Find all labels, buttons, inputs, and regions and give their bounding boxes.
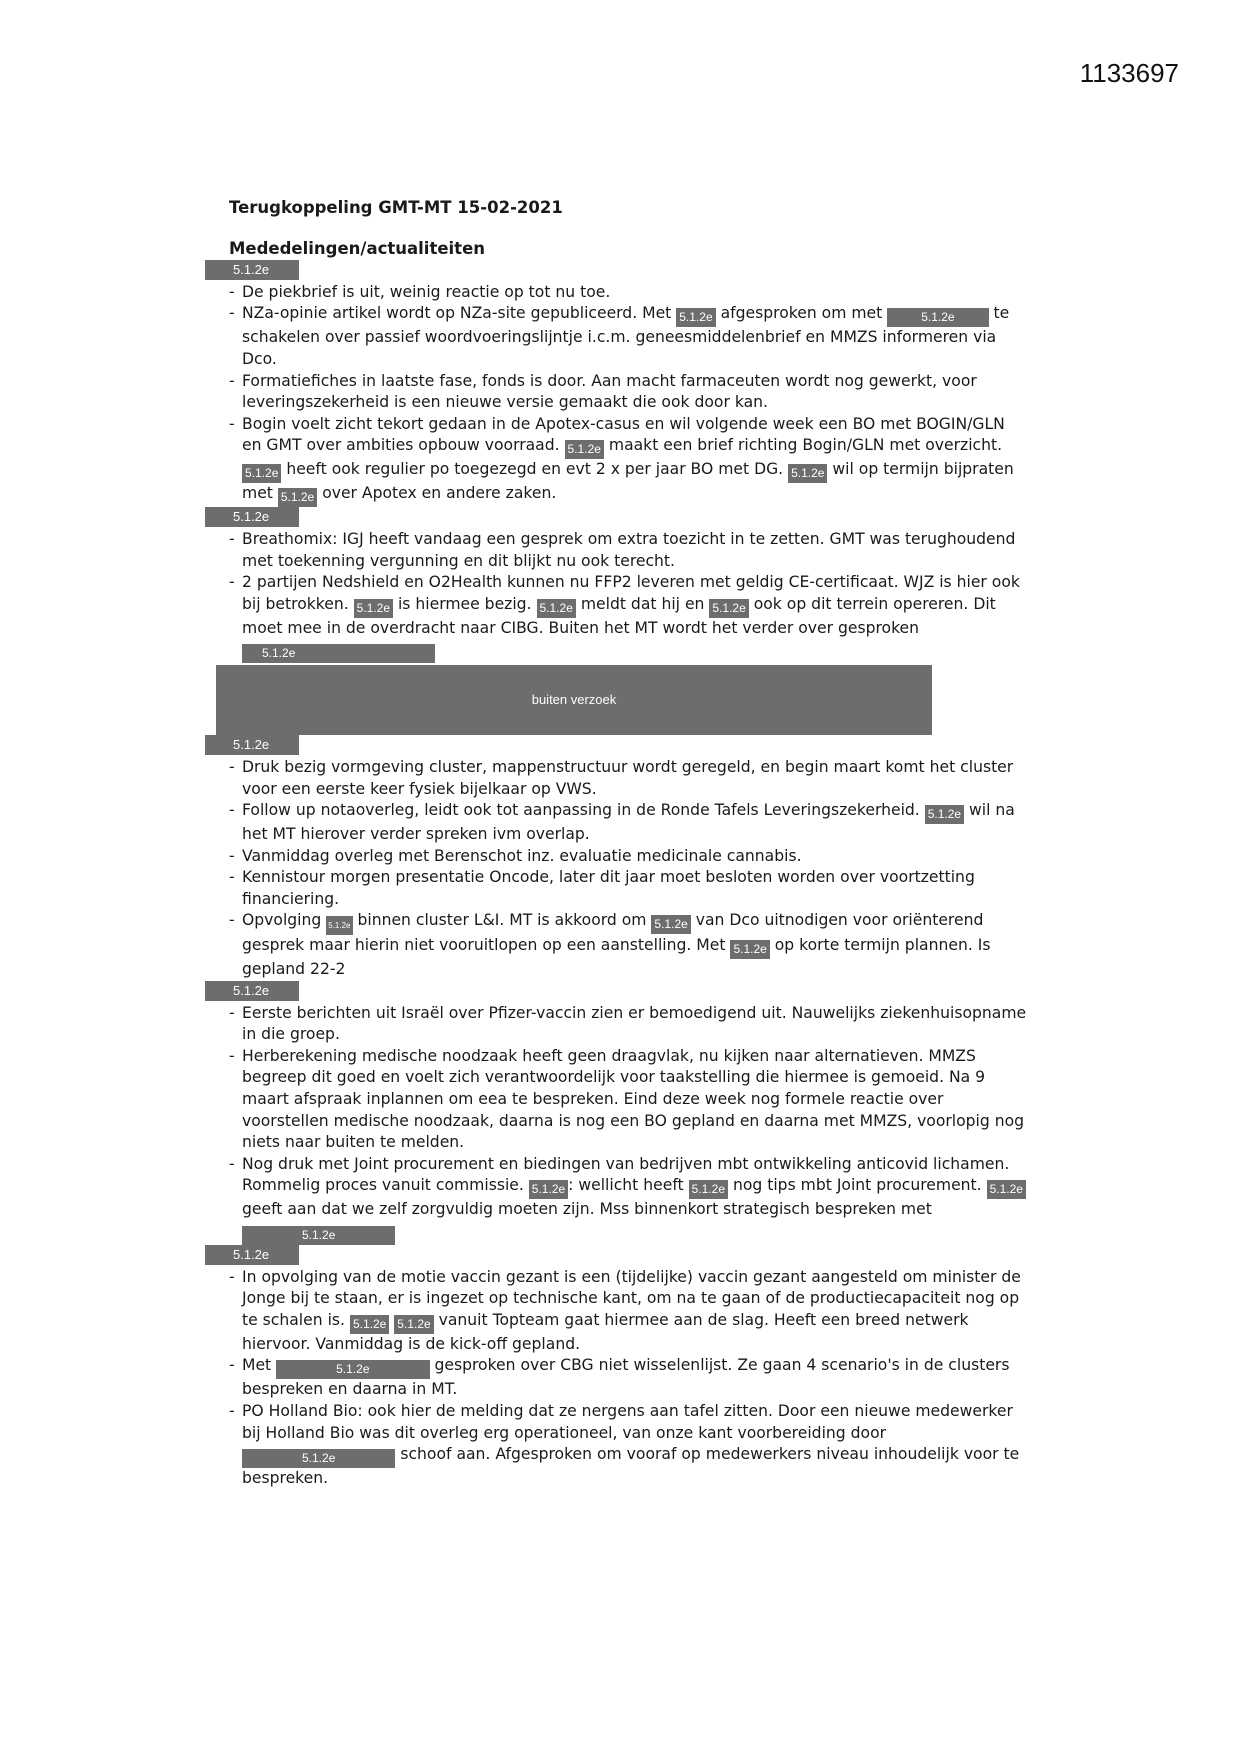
text-segment: maakt een brief richting Bogin/GLN met overzicht.	[603, 436, 1003, 455]
list-item	[229, 282, 1029, 304]
redaction-box: 5.1.2e	[887, 308, 988, 327]
redaction-box: 5.1.2e	[242, 644, 435, 663]
redaction-box: 5.1.2e	[788, 464, 827, 483]
text-segment: wil op termijn bijpraten met	[242, 460, 1014, 503]
attendee-block	[229, 507, 1029, 735]
redaction-box: 5.1.2e	[326, 916, 352, 935]
redacted-speaker-label: 5.1.2e	[205, 735, 299, 755]
text-segment: Follow up notaoverleg, leidt ook tot aanpassing in de Ronde Tafels Leveringszekerheid.	[242, 801, 925, 820]
redaction-box: 5.1.2e	[537, 599, 576, 618]
text-segment: 2 partijen Nedshield en O2Health kunnen nu FFP2 leveren met geldig CE-certificaat. WJZ is hier ook bij betrokken.	[242, 573, 1020, 613]
redaction-box: 5.1.2e	[987, 1180, 1026, 1199]
redaction-box: 5.1.2e	[278, 488, 317, 507]
text-segment: De piekbrief is uit, weinig reactie op tot nu toe.	[242, 282, 611, 301]
redaction-box: 5.1.2e	[350, 1315, 389, 1334]
document-title: Terugkoppeling GMT-MT 15-02-2021	[229, 198, 563, 217]
attendee-block	[229, 735, 1029, 981]
text-segment: te schakelen over passief woordvoeringslijntje i.c.m. geneesmiddelenbrief en MMZS informeren via Dco.	[242, 304, 1010, 368]
list-item	[229, 529, 1029, 572]
redaction-box: 5.1.2e	[354, 599, 393, 618]
redaction-box: 5.1.2e	[242, 1226, 395, 1245]
redaction-box: 5.1.2e	[565, 440, 604, 459]
redaction-box: 5.1.2e	[730, 940, 769, 959]
redaction-box: 5.1.2e	[529, 1180, 568, 1199]
redacted-speaker-label: 5.1.2e	[205, 260, 299, 280]
list-item	[229, 371, 1029, 414]
text-segment: Eerste berichten uit Israël over Pfizer-vaccin zien er bemoedigend uit. Nauwelijks ziekenhuisopname in die groep.	[242, 1003, 1027, 1044]
redaction-box: 5.1.2e	[709, 599, 748, 618]
text-segment: Druk bezig vormgeving cluster, mappenstructuur wordt geregeld, en begin maart komt het cluster voor een eerste keer fysiek bijelkaar op VWS.	[242, 757, 1014, 798]
text-segment: Vanmiddag overleg met Berenschot inz. evaluatie medicinale cannabis.	[242, 846, 802, 865]
list-item	[229, 867, 1029, 910]
text-segment: ook op dit terrein opereren. Dit moet mee in de overdracht naar CIBG. Buiten het MT wordt het verder over gesproken	[242, 594, 996, 637]
text-segment: heeft ook regulier po toegezegd en evt 2 x per jaar BO met DG.	[281, 460, 789, 479]
text-segment: : wellicht heeft	[568, 1176, 689, 1195]
bullet-list	[229, 757, 1029, 981]
list-item	[229, 303, 1029, 370]
text-segment: vanuit Topteam gaat hiermee aan de slag. Heeft een breed netwerk hiervoor. Vanmiddag is de kick-off gepland.	[242, 1310, 969, 1353]
list-item	[229, 1355, 1029, 1401]
bullet-list	[229, 529, 1029, 663]
list-item	[229, 414, 1029, 508]
text-segment: geeft aan dat we zelf zorgvuldig moeten zijn. Mss binnenkort strategisch bespreken met	[242, 1200, 932, 1219]
text-segment: Breathomix: IGJ heeft vandaag een gesprek om extra toezicht in te zetten. GMT was terughoudend met toekenning vergunning en dit blijkt nu ook terecht.	[242, 529, 1016, 570]
text-segment: Herberekening medische noodzaak heeft geen draagvlak, nu kijken naar alternatieven. MMZS begreep dit goed en voelt zich verantwoordelijk voor taakstelling die hiermee is gemoeid. Na 9 maart afspraak inplannen om eea te bespreken. Eind deze week nog formele reactie over voorstellen medische noodzaak, daarna is nog een BO gepland en daarna met MMZS, voorlopig nog niets naar buiten te melden.	[242, 1046, 1025, 1152]
text-segment: NZa-opinie artikel wordt op NZa-site gepubliceerd. Met	[242, 304, 677, 323]
text-segment: In opvolging van de motie vaccin gezant is een (tijdelijke) vaccin gezant aangesteld om minister de Jonge bij te staan, er is ingezet op technische kant, om na te gaan of de productiecapaciteit nog op te schalen is.	[242, 1267, 1021, 1329]
list-item	[229, 846, 1029, 868]
list-item	[229, 1401, 1029, 1490]
text-segment: PO Holland Bio: ook hier de melding dat ze nergens aan tafel zitten. Door een nieuwe medewerker bij Holland Bio was dit overleg erg operationeel, van onze kant voorbereiding door	[242, 1401, 1013, 1442]
bullet-list	[229, 1267, 1029, 1490]
list-item	[229, 910, 1029, 981]
attendee-block	[229, 260, 1029, 507]
text-segment: binnen cluster L&I. MT is akkoord om	[352, 911, 652, 930]
redaction-box: 5.1.2e	[394, 1315, 433, 1334]
bullet-list	[229, 282, 1029, 508]
buiten-verzoek-redaction: buiten verzoek	[216, 665, 932, 735]
text-segment: nog tips mbt Joint procurement.	[728, 1176, 987, 1195]
redaction-box: 5.1.2e	[242, 464, 281, 483]
list-item	[229, 1267, 1029, 1356]
redaction-box: 5.1.2e	[242, 1449, 395, 1468]
text-segment: op korte termijn plannen. Is gepland 22-2	[242, 936, 991, 979]
redaction-box: 5.1.2e	[651, 915, 690, 934]
document-number: 1133697	[1079, 58, 1179, 88]
text-segment: Kennistour morgen presentatie Oncode, later dit jaar moet besloten worden over voortzetting financiering.	[242, 868, 975, 908]
attendee-block	[229, 1245, 1029, 1490]
text-segment: Opvolging	[242, 911, 327, 930]
list-item	[229, 572, 1029, 663]
text-segment: Met	[242, 1356, 277, 1375]
text-segment: Formatiefiches in laatste fase, fonds is door. Aan macht farmaceuten wordt nog gewerkt, voor leveringszekerheid is een nieuwe versie gemaakt die ook door kan.	[242, 371, 977, 412]
section-heading: Mededelingen/actualiteiten	[229, 238, 485, 258]
redacted-speaker-label: 5.1.2e	[205, 1245, 299, 1265]
text-segment: schoof aan. Afgesproken om vooraf op medewerkers niveau inhoudelijk voor te bespreken.	[242, 1445, 1020, 1488]
text-segment: meldt dat hij en	[575, 594, 710, 613]
redaction-box: 5.1.2e	[276, 1360, 429, 1379]
text-segment: over Apotex en andere zaken.	[317, 484, 557, 503]
text-segment: van Dco uitnodigen voor oriënterend gesprek maar hierin niet vooruitlopen op een aanstelling. Met	[242, 911, 984, 955]
bullet-list	[229, 1003, 1029, 1245]
redacted-speaker-label: 5.1.2e	[205, 981, 299, 1001]
text-segment: Nog druk met Joint procurement en biedingen van bedrijven mbt ontwikkeling anticovid lichamen. Rommelig proces vanuit commissie.	[242, 1154, 1010, 1195]
document-body	[229, 197, 1029, 1490]
redaction-box: 5.1.2e	[689, 1180, 728, 1199]
text-segment: Bogin voelt zicht tekort gedaan in de Apotex-casus en wil volgende week een BO met BOGIN/GLN en GMT over ambities opbouw voorraad.	[242, 414, 1005, 455]
text-segment: afgesproken om met	[715, 304, 888, 323]
text-segment: wil na het MT hierover verder spreken ivm overlap.	[242, 801, 1015, 844]
attendee-block	[229, 981, 1029, 1245]
list-item	[229, 1046, 1029, 1154]
list-item	[229, 1154, 1029, 1245]
redacted-speaker-label: 5.1.2e	[205, 507, 299, 527]
redaction-box: 5.1.2e	[925, 805, 964, 824]
text-segment: gesproken over CBG niet wisselenlijst. Ze gaan 4 scenario's in de clusters bespreken en daarna in MT.	[242, 1356, 1010, 1399]
list-item	[229, 757, 1029, 800]
text-segment: is hiermee bezig.	[393, 594, 537, 613]
list-item	[229, 800, 1029, 846]
list-item	[229, 1003, 1029, 1046]
redaction-box: 5.1.2e	[676, 308, 715, 327]
blocks-container	[229, 260, 1029, 1490]
